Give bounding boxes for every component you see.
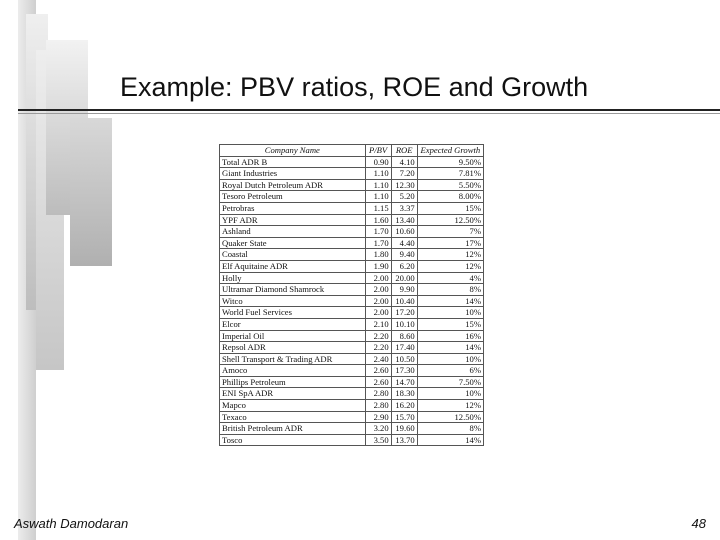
cell-company-name: Repsol ADR (220, 342, 366, 354)
cell-pbv: 1.15 (365, 202, 391, 214)
cell-expected-growth: 12% (417, 400, 483, 412)
cell-company-name: Royal Dutch Petroleum ADR (220, 179, 366, 191)
cell-expected-growth: 15% (417, 202, 483, 214)
cell-expected-growth: 10% (417, 388, 483, 400)
cell-roe: 17.40 (391, 342, 417, 354)
cell-expected-growth: 12% (417, 260, 483, 272)
header-expected-growth: Expected Growth (417, 145, 483, 157)
cell-expected-growth: 17% (417, 237, 483, 249)
cell-roe: 8.60 (391, 330, 417, 342)
cell-company-name: Quaker State (220, 237, 366, 249)
cell-expected-growth: 14% (417, 434, 483, 446)
cell-company-name: Shell Transport & Trading ADR (220, 353, 366, 365)
cell-roe: 9.90 (391, 284, 417, 296)
cell-expected-growth: 10% (417, 353, 483, 365)
cell-roe: 4.10 (391, 156, 417, 168)
cell-expected-growth: 5.50% (417, 179, 483, 191)
cell-pbv: 1.60 (365, 214, 391, 226)
cell-pbv: 3.50 (365, 434, 391, 446)
cell-expected-growth: 4% (417, 272, 483, 284)
cell-expected-growth: 16% (417, 330, 483, 342)
cell-company-name: YPF ADR (220, 214, 366, 226)
table-row (220, 168, 484, 180)
table-row (220, 353, 484, 365)
cell-pbv: 2.40 (365, 353, 391, 365)
cell-company-name: World Fuel Services (220, 307, 366, 319)
author-name: Aswath Damodaran (14, 516, 129, 531)
cell-expected-growth: 12.50% (417, 411, 483, 423)
cell-expected-growth: 7.50% (417, 376, 483, 388)
header-pbv: P/BV (365, 145, 391, 157)
page-number: 48 (691, 516, 706, 531)
cell-pbv: 0.90 (365, 156, 391, 168)
cell-company-name: Imperial Oil (220, 330, 366, 342)
cell-pbv: 2.00 (365, 272, 391, 284)
cell-pbv: 1.10 (365, 179, 391, 191)
cell-company-name: Mapco (220, 400, 366, 412)
cell-pbv: 1.70 (365, 226, 391, 238)
cell-company-name: Phillips Petroleum (220, 376, 366, 388)
cell-expected-growth: 12% (417, 249, 483, 261)
table-row (220, 330, 484, 342)
cell-expected-growth: 10% (417, 307, 483, 319)
cell-roe: 4.40 (391, 237, 417, 249)
cell-expected-growth: 7.81% (417, 168, 483, 180)
cell-pbv: 2.10 (365, 318, 391, 330)
cell-pbv: 1.90 (365, 260, 391, 272)
cell-company-name: Texaco (220, 411, 366, 423)
cell-company-name: Elcor (220, 318, 366, 330)
cell-roe: 19.60 (391, 423, 417, 435)
table-row (220, 226, 484, 238)
table-row (220, 260, 484, 272)
cell-company-name: ENI SpA ADR (220, 388, 366, 400)
cell-expected-growth: 12.50% (417, 214, 483, 226)
cell-expected-growth: 8% (417, 423, 483, 435)
table-row (220, 423, 484, 435)
cell-expected-growth: 7% (417, 226, 483, 238)
table-row (220, 365, 484, 377)
cell-company-name: Amoco (220, 365, 366, 377)
table-row (220, 249, 484, 261)
table-row (220, 388, 484, 400)
cell-roe: 16.20 (391, 400, 417, 412)
table-row (220, 318, 484, 330)
pbv-table (219, 144, 484, 446)
cell-pbv: 1.80 (365, 249, 391, 261)
table-row (220, 284, 484, 296)
table-row (220, 156, 484, 168)
cell-expected-growth: 6% (417, 365, 483, 377)
cell-pbv: 1.10 (365, 191, 391, 203)
cell-expected-growth: 15% (417, 318, 483, 330)
table-row (220, 272, 484, 284)
cell-expected-growth: 8.00% (417, 191, 483, 203)
title-rule-shadow (18, 113, 720, 114)
cell-roe: 5.20 (391, 191, 417, 203)
cell-company-name: Tosco (220, 434, 366, 446)
cell-pbv: 3.20 (365, 423, 391, 435)
cell-pbv: 2.20 (365, 342, 391, 354)
cell-roe: 3.37 (391, 202, 417, 214)
table-row (220, 411, 484, 423)
cell-company-name: Elf Aquitaine ADR (220, 260, 366, 272)
cell-roe: 17.30 (391, 365, 417, 377)
cell-roe: 10.50 (391, 353, 417, 365)
table-row (220, 342, 484, 354)
cell-roe: 14.70 (391, 376, 417, 388)
slide-title: Example: PBV ratios, ROE and Growth (120, 72, 589, 102)
cell-roe: 13.70 (391, 434, 417, 446)
cell-expected-growth: 8% (417, 284, 483, 296)
cell-pbv: 2.90 (365, 411, 391, 423)
cell-pbv: 2.80 (365, 388, 391, 400)
table-row (220, 307, 484, 319)
cell-roe: 20.00 (391, 272, 417, 284)
cell-pbv: 2.00 (365, 295, 391, 307)
cell-company-name: Tesoro Petroleum (220, 191, 366, 203)
cell-pbv: 2.80 (365, 400, 391, 412)
cell-roe: 17.20 (391, 307, 417, 319)
cell-company-name: Coastal (220, 249, 366, 261)
cell-roe: 12.30 (391, 179, 417, 191)
header-roe: ROE (391, 145, 417, 157)
cell-roe: 18.30 (391, 388, 417, 400)
header-company-name: Company Name (220, 145, 366, 157)
table-row (220, 179, 484, 191)
cell-company-name: Holly (220, 272, 366, 284)
cell-company-name: Giant Industries (220, 168, 366, 180)
table-row (220, 295, 484, 307)
cell-pbv: 2.00 (365, 284, 391, 296)
table-body (220, 156, 484, 446)
cell-company-name: Witco (220, 295, 366, 307)
table-row (220, 237, 484, 249)
cell-pbv: 2.20 (365, 330, 391, 342)
cell-company-name: British Petroleum ADR (220, 423, 366, 435)
table-row (220, 434, 484, 446)
table-row (220, 400, 484, 412)
table-row (220, 376, 484, 388)
cell-pbv: 1.70 (365, 237, 391, 249)
cell-expected-growth: 9.50% (417, 156, 483, 168)
cell-pbv: 2.00 (365, 307, 391, 319)
cell-roe: 6.20 (391, 260, 417, 272)
cell-roe: 13.40 (391, 214, 417, 226)
cell-pbv: 1.10 (365, 168, 391, 180)
title-rule (18, 109, 720, 111)
cell-expected-growth: 14% (417, 295, 483, 307)
cell-roe: 7.20 (391, 168, 417, 180)
cell-company-name: Petrobras (220, 202, 366, 214)
table-header-row (220, 145, 484, 157)
cell-expected-growth: 14% (417, 342, 483, 354)
cell-company-name: Ultramar Diamond Shamrock (220, 284, 366, 296)
table-row (220, 191, 484, 203)
cell-company-name: Ashland (220, 226, 366, 238)
cell-roe: 15.70 (391, 411, 417, 423)
cell-roe: 9.40 (391, 249, 417, 261)
cell-company-name: Total ADR B (220, 156, 366, 168)
cell-roe: 10.40 (391, 295, 417, 307)
cell-pbv: 2.60 (365, 365, 391, 377)
table-row (220, 214, 484, 226)
cell-roe: 10.10 (391, 318, 417, 330)
decorative-bar (70, 118, 112, 266)
cell-pbv: 2.60 (365, 376, 391, 388)
cell-roe: 10.60 (391, 226, 417, 238)
table-row (220, 202, 484, 214)
